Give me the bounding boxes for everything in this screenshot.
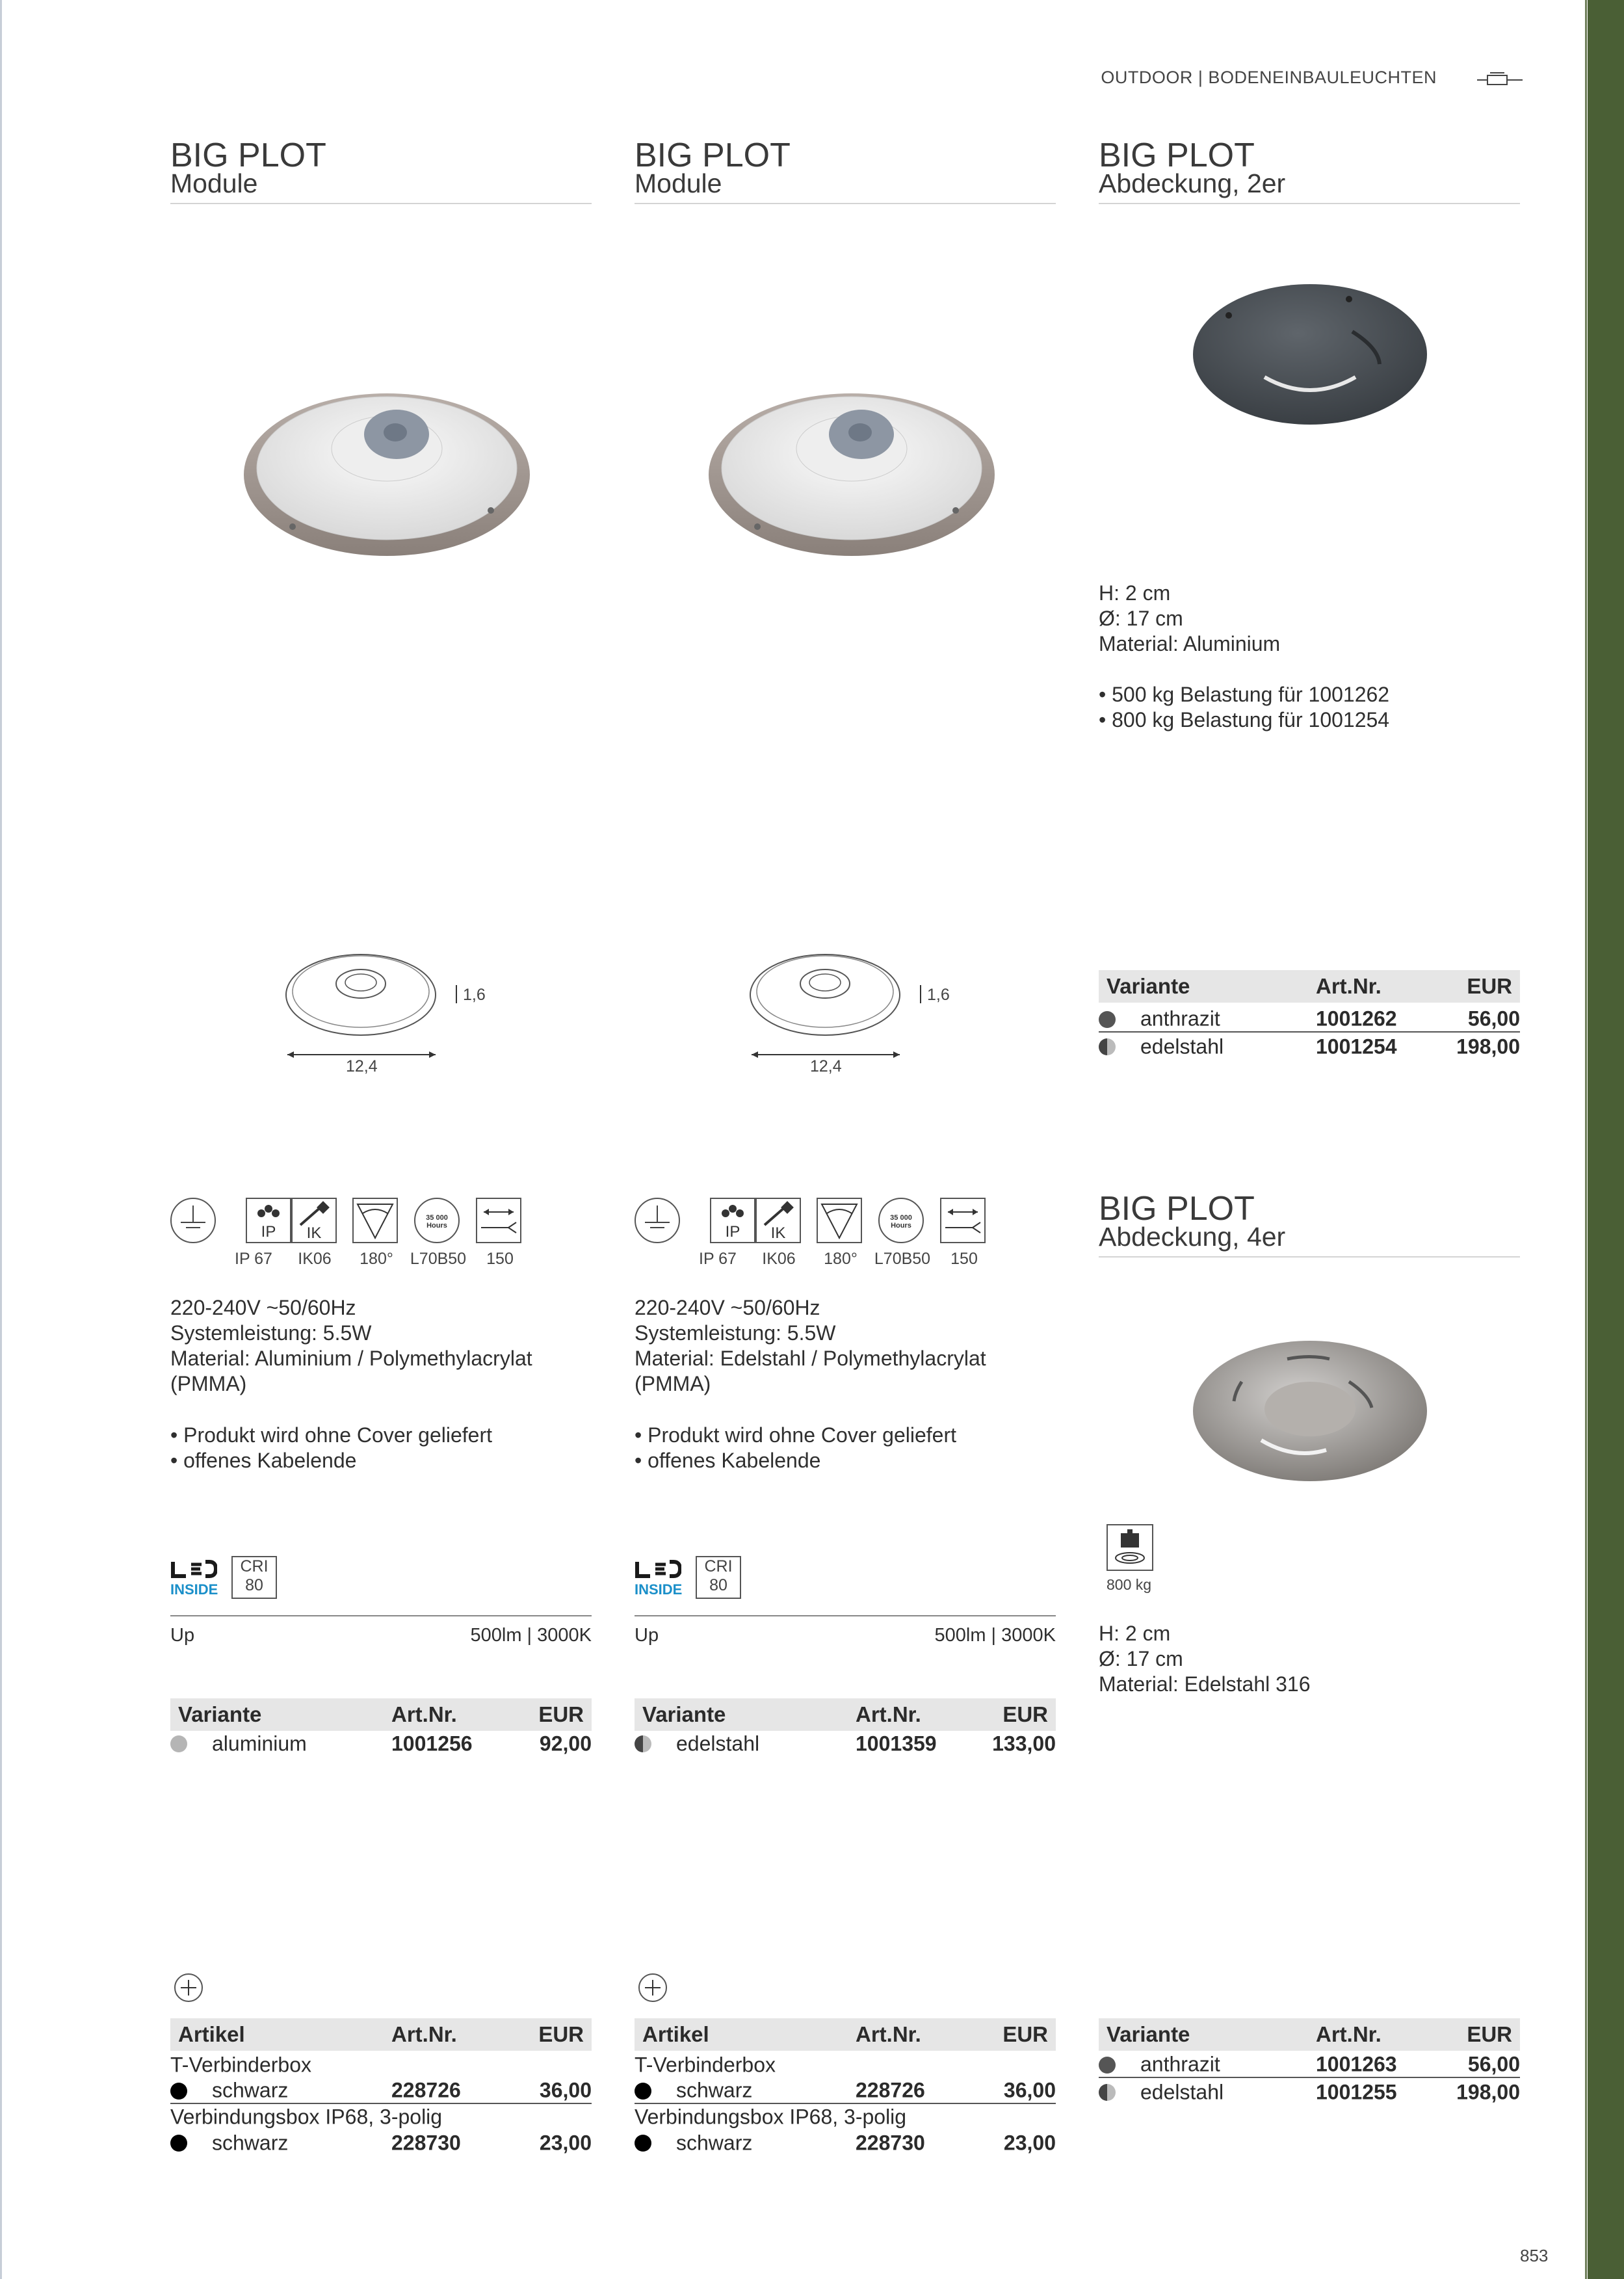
light-direction: Up <box>635 1625 659 1646</box>
accessory-table-header: Artikel Art.Nr. EUR <box>635 2018 1056 2051</box>
icon-label-ip: IP 67 <box>235 1250 272 1268</box>
variant-row: edelstahl 1001359 133,00 <box>635 1731 1056 1757</box>
product-title: BIG PLOT <box>170 137 326 174</box>
color-swatch <box>1099 1011 1116 1028</box>
icon-label-lifetime: L70B50 <box>874 1250 931 1268</box>
light-rule <box>635 1615 1056 1616</box>
ik-rating-icon <box>291 1198 337 1243</box>
dimension-height: 1,6 <box>927 986 950 1004</box>
ip-rating-icon <box>246 1198 291 1243</box>
title-rule <box>1099 1256 1520 1258</box>
beam-angle-icon <box>352 1198 398 1243</box>
variant-row: anthrazit 1001263 56,00 <box>1099 2052 1520 2078</box>
page-edge <box>0 0 2 2279</box>
product-subtitle: Module <box>635 168 722 198</box>
ik-rating-icon <box>755 1198 801 1243</box>
product-image <box>705 377 998 559</box>
title-rule <box>170 203 592 204</box>
dimension-width: 12,4 <box>346 1057 378 1075</box>
variant-row: edelstahl 1001254 198,00 <box>1099 1034 1520 1060</box>
accessory-name: T-Verbinderbox <box>170 2053 312 2077</box>
product-specs: H: 2 cm Ø: 17 cm Material: Aluminium <box>1099 581 1281 655</box>
light-rule <box>170 1615 592 1616</box>
svg-text:IK: IK <box>770 1224 786 1242</box>
color-swatch <box>635 2135 651 2152</box>
protection-class-icon <box>635 1198 680 1243</box>
lifetime-hours-icon <box>878 1198 924 1243</box>
product-title: BIG PLOT <box>635 137 791 174</box>
color-swatch <box>635 1735 651 1752</box>
accessory-name: T-Verbinderbox <box>635 2053 776 2077</box>
accessory-row: schwarz 228726 36,00 <box>170 2078 592 2104</box>
color-swatch <box>1099 1038 1116 1055</box>
light-output: 500lm | 3000K <box>934 1625 1056 1646</box>
product-specs: 220-240V ~50/60Hz Systemleistung: 5.5W Material: Aluminium / Polymethylacrylat (PMMA) <box>170 1296 532 1395</box>
product-specs: H: 2 cm Ø: 17 cm Material: Edelstahl 316 <box>1099 1622 1311 1696</box>
product-bullets: • Produkt wird ohne Cover geliefert • offenes Kabelende <box>635 1423 956 1472</box>
product-image <box>1190 1336 1430 1486</box>
product-specs: 220-240V ~50/60Hz Systemleistung: 5.5W Material: Edelstahl / Polymethylacrylat (PMMA) <box>635 1296 986 1395</box>
variant-table-header: Variante Art.Nr. EUR <box>635 1698 1056 1731</box>
title-rule <box>1099 203 1520 204</box>
accessory-row: schwarz 228726 36,00 <box>635 2078 1056 2104</box>
product-bullets: • 500 kg Belastung für 1001262 • 800 kg Belastung für 1001254 <box>1099 683 1390 731</box>
title-rule <box>635 203 1056 204</box>
accessory-plus-icon <box>174 1973 203 2002</box>
variant-table-header: Variante Art.Nr. EUR <box>1099 2018 1520 2051</box>
product-image <box>1190 280 1430 429</box>
icon-label-ip: IP 67 <box>699 1250 737 1268</box>
variant-row: anthrazit 1001262 56,00 <box>1099 1007 1520 1033</box>
section-header: OUTDOOR | BODENEINBAULEUCHTEN <box>1101 68 1437 87</box>
sidebar-divider <box>1585 0 1587 2279</box>
product-subtitle: Abdeckung, 2er <box>1099 168 1286 198</box>
cable-length-icon <box>476 1198 521 1243</box>
svg-text:IK: IK <box>306 1224 322 1242</box>
product-subtitle: Module <box>170 168 258 198</box>
accessory-table-header: Artikel Art.Nr. EUR <box>170 2018 592 2051</box>
product-title: BIG PLOT <box>1099 137 1255 174</box>
color-swatch <box>170 2135 187 2152</box>
cri-badge: CRI 80 <box>696 1556 741 1599</box>
variant-row: edelstahl 1001255 198,00 <box>1099 2079 1520 2105</box>
icon-label-cable: 150 <box>950 1250 978 1268</box>
dimension-drawing <box>744 946 939 1076</box>
accessory-plus-icon <box>638 1973 667 2002</box>
ip-rating-icon <box>710 1198 755 1243</box>
accessory-row: schwarz 228730 23,00 <box>170 2130 592 2156</box>
floor-light-category-icon <box>1477 70 1523 90</box>
variant-table-header: Variante Art.Nr. EUR <box>1099 970 1520 1003</box>
svg-text:35 000: 35 000 <box>426 1214 448 1222</box>
led-inside-logo: INSIDE <box>170 1559 217 1597</box>
color-swatch <box>1099 2084 1116 2101</box>
product-bullets: • Produkt wird ohne Cover geliefert • offenes Kabelende <box>170 1423 492 1472</box>
svg-text:35 000: 35 000 <box>890 1214 912 1222</box>
accessory-row: schwarz 228730 23,00 <box>635 2130 1056 2156</box>
color-swatch <box>1099 2057 1116 2074</box>
load-capacity-label: 800 kg <box>1107 1576 1152 1593</box>
icon-label-angle: 180° <box>360 1250 393 1268</box>
color-swatch <box>635 2083 651 2100</box>
svg-text:Hours: Hours <box>891 1222 911 1230</box>
accessory-name: Verbindungsbox IP68, 3-polig <box>635 2105 907 2129</box>
accessory-name: Verbindungsbox IP68, 3-polig <box>170 2105 443 2129</box>
dimension-width: 12,4 <box>810 1057 842 1075</box>
icon-label-ik: IK06 <box>762 1250 796 1268</box>
icon-label-lifetime: L70B50 <box>410 1250 467 1268</box>
product-image <box>241 377 533 559</box>
beam-angle-icon <box>817 1198 862 1243</box>
variant-row: aluminium 1001256 92,00 <box>170 1731 592 1757</box>
cri-badge: CRI 80 <box>231 1556 277 1599</box>
lifetime-hours-icon <box>414 1198 460 1243</box>
cable-length-icon <box>940 1198 986 1243</box>
product-subtitle: Abdeckung, 4er <box>1099 1222 1286 1252</box>
variant-table-header: Variante Art.Nr. EUR <box>170 1698 592 1731</box>
light-output: 500lm | 3000K <box>470 1625 592 1646</box>
icon-label-angle: 180° <box>824 1250 858 1268</box>
dimension-height: 1,6 <box>463 986 486 1004</box>
icon-label-cable: 150 <box>486 1250 514 1268</box>
color-swatch <box>170 1735 187 1752</box>
svg-text:IP: IP <box>725 1223 740 1241</box>
icon-label-ik: IK06 <box>298 1250 332 1268</box>
color-swatch <box>170 2083 187 2100</box>
chapter-sidebar <box>1588 0 1624 2279</box>
svg-text:Hours: Hours <box>426 1222 447 1230</box>
dimension-drawing <box>280 946 475 1076</box>
protection-class-icon <box>170 1198 216 1243</box>
load-capacity-icon <box>1107 1524 1153 1571</box>
product-title: BIG PLOT <box>1099 1190 1255 1228</box>
light-direction: Up <box>170 1625 195 1646</box>
svg-text:IP: IP <box>261 1223 276 1241</box>
led-inside-logo: INSIDE <box>635 1559 681 1597</box>
page-number: 853 <box>1520 2246 1549 2265</box>
